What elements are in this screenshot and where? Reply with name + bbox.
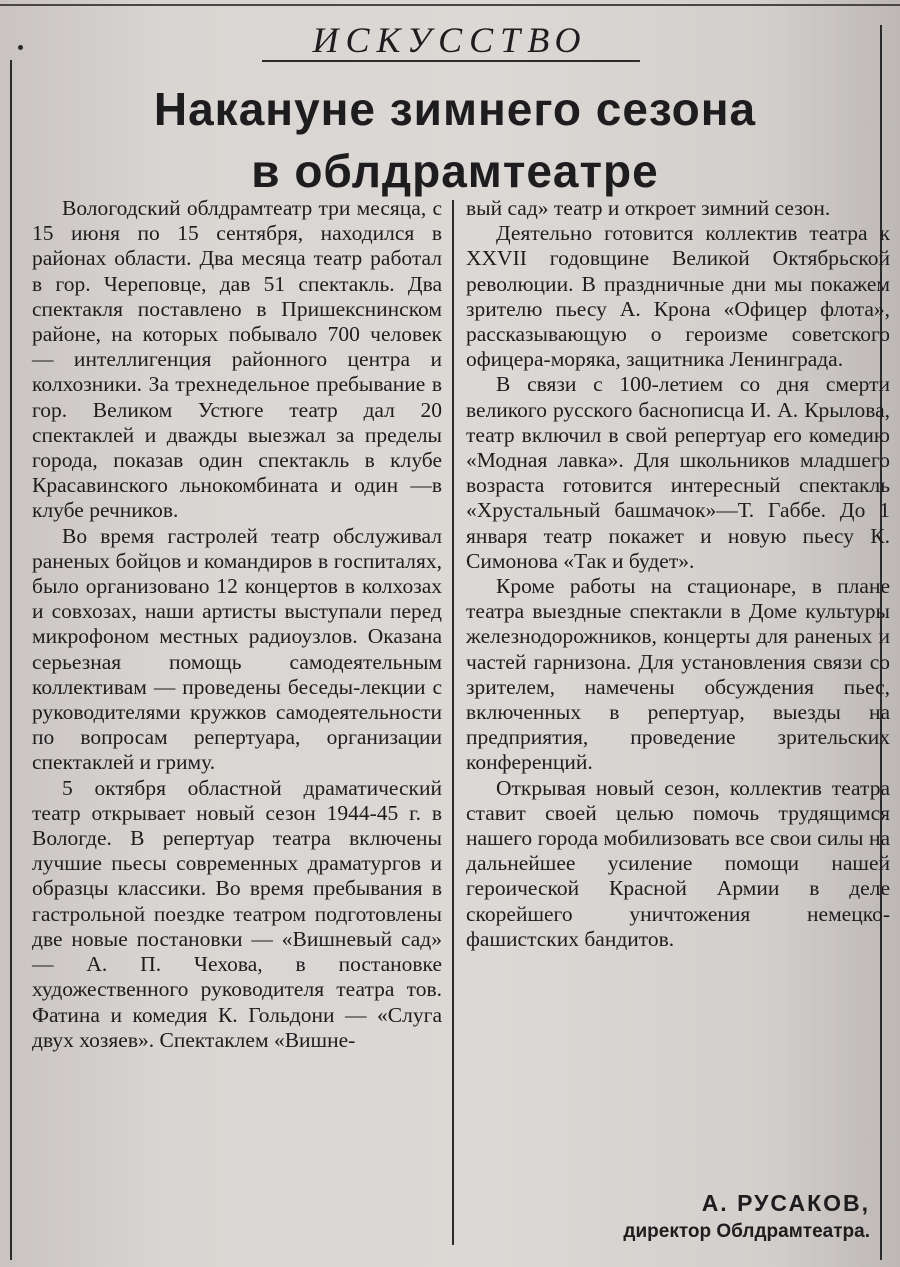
section-rubric: ИСКУССТВО [312,20,588,60]
top-rule [0,4,900,6]
print-dot [18,45,23,50]
paragraph: Во время гастролей театр обслуживал раненых бойцов и командиров в госпиталях, было организовано 12 концертов в колхозах и совхозах, наши артисты выступали перед микрофоном местных радиоузлов. Оказана серьезная помощь самодеятельным коллективам — проведены беседы-лекции с руководителями кружков самодеятельности по вопросам репертуара, организации спектаклей и гриму. [32,523,442,775]
headline-line-1: Накануне зимнего сезона [153,83,757,135]
article-headline [60,78,850,202]
column-divider [452,200,454,1245]
paragraph-continuation: вый сад» театр и откроет зимний сезон. [466,196,831,220]
paragraph: В связи с 100-летием со дня смерти великого русского баснописца И. А. Крылова, театр включил в свой репертуар его комедию «Модная лавка». Для школьников младшего возраста готовится интересный спектакль «Хрустальный башмачок»—Т. Габбе. До 1 января театр покажет и новую пьесу К. Симонова «Так и будет». [466,372,890,573]
author-signature [623,1188,870,1246]
author-name: А. РУСАКОВ, [701,1190,870,1216]
article-left-column [32,196,442,1053]
headline-line-2: в облдрамтеатре [251,145,659,197]
paragraph: Открывая новый сезон, коллектив театра ставит своей целью помочь трудящимся нашего города мобилизовать все свои силы на дальнейшее усиление помощи нашей героической Красной Армии в деле скорейшего уничтожения немецко-фашистских бандитов. [466,775,890,951]
left-border-line [10,60,12,1260]
author-position: директор Облдрамтеатра. [623,1221,870,1242]
article-right-column [466,196,890,952]
paragraph: Вологодский облдрамтеатр три месяца, с 15 июня по 15 сентября, находился в районах области. Два месяца театр работал в гор. Череповце, дав 51 спектакль. Два спектакля поставлено в Пришекснинском районе, на которых побывало 700 человек — интеллигенция районного центра и колхозники. За трехнедельное пребывание в гор. Великом Устюге театр дал 20 спектаклей и дважды выезжал за пределы города, показав один спектакль в клубе Красавинского льнокомбината и один —в клубе речников. [32,196,442,523]
paragraph: Кроме работы на стационаре, в плане театра выездные спектакли в Доме культуры железнодорожников, концерты для раненых и частей гарнизона. Для установления связи со зрителем, намечены обсуждения пьес, включенных в репертуар, выезды на предприятия, проведение зрительских конференций. [466,574,890,775]
paragraph: 5 октября областной драматический театр открывает новый сезон 1944-45 г. в Вологде. В репертуар театра включены лучшие пьесы современных драматургов и образцы классики. Во время пребывания в гастрольной поездке театром подготовлены две новые постановки — «Вишневый сад» — А. П. Чехова, в постановке художественного руководителя театра тов. Фатина и комедия К. Гольдони — «Слуга двух хозяев». Спектаклем «Вишне- [32,775,442,1052]
paragraph: Деятельно готовится коллектив театра к XXVII годовщине Великой Октябрьской революции. В праздничные дни мы покажем зрителю пьесу А. Крона «Офицер флота», рассказывающую о героизме советского офицера-моряка, защитника Ленинграда. [466,221,890,372]
rubric-underline [262,60,640,62]
